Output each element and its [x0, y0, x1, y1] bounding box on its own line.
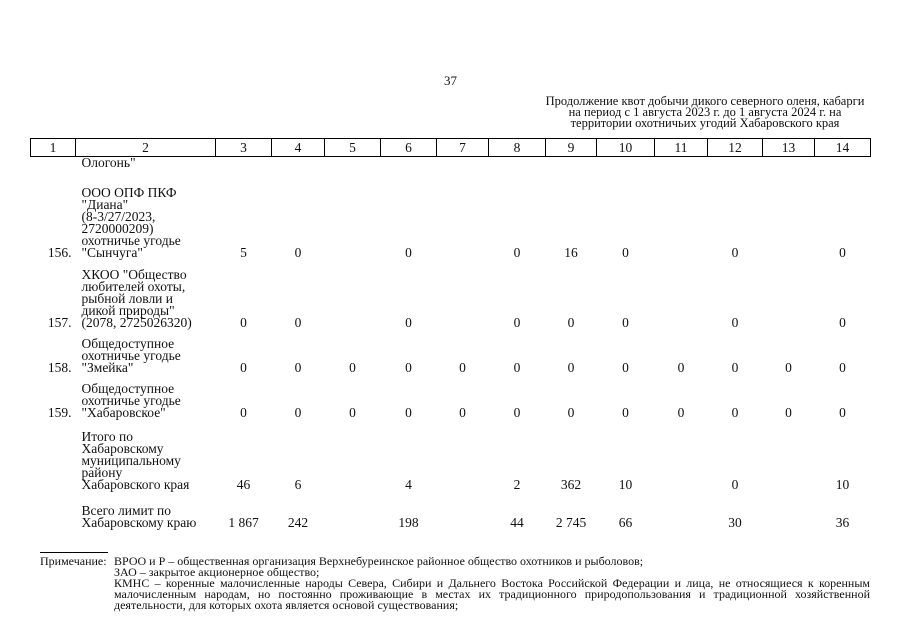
row-name-line: охотничье угодье: [81, 393, 181, 408]
row-name-line: Общедоступное: [81, 336, 175, 351]
cell-value: 0: [785, 405, 792, 420]
row-name-line: "Сынчуга": [81, 245, 143, 260]
cell-value: [655, 491, 708, 529]
cell-value: 44: [510, 515, 524, 530]
cell-value: 0: [405, 315, 412, 330]
cell-value: 0: [622, 245, 629, 260]
cell-value: [655, 157, 708, 178]
cell-value: 0: [459, 405, 466, 420]
cell-value: [546, 157, 597, 178]
cell-value: [655, 259, 708, 329]
cell-value: 0: [459, 360, 466, 375]
quota-table: [30, 138, 871, 529]
cell-value: 0: [349, 360, 356, 375]
cell-value: 0: [240, 315, 247, 330]
cell-value: 16: [564, 245, 578, 260]
column-header: 2: [76, 139, 216, 157]
row-name-line: ООО ОПФ ПКФ: [81, 185, 177, 200]
table-row: [31, 177, 871, 259]
cell-value: 0: [731, 315, 739, 330]
row-name-line: ХКОО "Общество: [81, 267, 187, 282]
cell-value: 0: [731, 360, 739, 375]
cell-value: 1 867: [228, 515, 259, 530]
header-row: [31, 139, 871, 157]
table-row: [31, 491, 871, 529]
row-number: 158.: [47, 360, 72, 375]
table-row: [31, 157, 871, 178]
cell-value: [489, 157, 546, 178]
cell-value: 0: [240, 360, 247, 375]
cell-value: 0: [567, 360, 575, 375]
row-name-line: любителей охоты,: [81, 279, 186, 294]
row-name: [76, 259, 216, 329]
row-name-line: охотничье угодье: [81, 233, 181, 248]
row-number: 159.: [47, 405, 72, 420]
row-name-line: (8-3/27/2023,: [81, 209, 156, 224]
row-name-line: "Хабаровское": [81, 405, 166, 420]
cell-value: 0: [405, 405, 412, 420]
cell-value: 198: [398, 515, 419, 530]
table-row: [31, 329, 871, 374]
cell-value: 0: [731, 477, 739, 492]
cell-value: 0: [513, 405, 521, 420]
row-name-line: Хабаровскому краю: [81, 515, 197, 530]
cell-value: 66: [618, 515, 633, 530]
cell-value: 0: [349, 405, 356, 420]
row-name: [76, 177, 216, 259]
column-header: 8: [489, 139, 546, 157]
cell-value: [597, 157, 655, 178]
cell-value: 0: [513, 360, 521, 375]
row-number: [31, 157, 76, 178]
row-name: [76, 491, 216, 529]
caption-line: территории охотничьих угодий Хабаровского края: [570, 116, 840, 130]
cell-value: 362: [560, 477, 582, 492]
column-header: 13: [763, 139, 815, 157]
cell-value: [437, 157, 489, 178]
cell-value: 10: [835, 477, 850, 492]
cell-value: 0: [731, 405, 739, 420]
cell-value: [655, 419, 708, 491]
cell-value: 0: [839, 245, 846, 260]
cell-value: [763, 491, 815, 529]
cell-value: 10: [618, 477, 633, 492]
table-row: [31, 419, 871, 491]
row-number: 156.: [47, 245, 72, 260]
row-number: 157.: [47, 315, 72, 330]
cell-value: 0: [405, 360, 412, 375]
note-line: ВРОО и Р – общественная организация Верхнебуреинское районное общество охотников и рыболовов;: [114, 554, 644, 568]
column-header: 3: [216, 139, 272, 157]
cell-value: 242: [287, 515, 309, 530]
table-row: [31, 374, 871, 419]
cell-value: [437, 259, 489, 329]
cell-value: 6: [294, 477, 302, 492]
cell-value: 0: [677, 405, 685, 420]
notes-divider: [40, 552, 108, 553]
cell-value: 0: [513, 315, 521, 330]
row-name-line: (2078, 2725026320): [81, 315, 192, 330]
row-name: [76, 419, 216, 491]
cell-value: 0: [294, 360, 302, 375]
column-header: 4: [272, 139, 325, 157]
cell-value: 0: [567, 315, 575, 330]
row-name-line: дикой природы": [81, 303, 175, 318]
cell-value: [272, 157, 325, 178]
row-name: [76, 329, 216, 374]
cell-value: [763, 177, 815, 259]
row-name-line: охотничье угодье: [81, 348, 181, 363]
cell-value: [763, 157, 815, 178]
row-name: [76, 157, 216, 178]
row-name-line: Итого по: [81, 429, 134, 444]
cell-value: 0: [567, 405, 575, 420]
notes-label: Примечание:: [40, 554, 107, 568]
cell-value: 0: [294, 315, 302, 330]
row-name-line: Общедоступное: [81, 381, 175, 396]
cell-value: [437, 419, 489, 491]
column-header: 7: [437, 139, 489, 157]
cell-value: [325, 491, 381, 529]
cell-value: 0: [622, 405, 629, 420]
column-header: 14: [815, 139, 871, 157]
cell-value: [325, 177, 381, 259]
cell-value: [437, 177, 489, 259]
row-name-line: "Диана": [81, 197, 129, 212]
caption-line: Продолжение квот добычи дикого северного оленя, кабарги: [545, 94, 865, 108]
cell-value: 0: [839, 405, 846, 420]
cell-value: 4: [405, 477, 412, 492]
cell-value: 0: [677, 360, 685, 375]
note-line: КМНС – коренные малочисленные народы Севера, Сибири и Дальнего Востока Российской Федерации и лица, не относящиеся к коренным малочисленным народам, но постоянно проживающие в местах их традиционного природопользования и традиционной хозяйственной деятельности, для которых охота является основой существования;: [114, 576, 870, 612]
cell-value: [325, 157, 381, 178]
row-name-line: Ологонь": [81, 155, 136, 170]
cell-value: [763, 419, 815, 491]
cell-value: [655, 177, 708, 259]
notes: [40, 556, 870, 611]
row-name-line: муниципальному: [81, 453, 181, 468]
cell-value: 0: [785, 360, 792, 375]
caption-line: на период с 1 августа 2023 г. до 1 августа 2024 г. на: [568, 105, 842, 119]
cell-value: 0: [839, 315, 846, 330]
row-name-line: рыбной ловли и: [81, 291, 174, 306]
row-name-line: району: [81, 465, 123, 480]
note-line: ЗАО – закрытое акционерное общество;: [114, 565, 320, 579]
cell-value: 46: [236, 477, 251, 492]
cell-value: [381, 157, 437, 178]
column-header: 1: [31, 139, 76, 157]
cell-value: 30: [728, 515, 742, 530]
column-header: 10: [597, 139, 655, 157]
cell-value: 36: [835, 515, 850, 530]
table-row: [31, 259, 871, 329]
column-header: 12: [708, 139, 763, 157]
cell-value: [325, 259, 381, 329]
cell-value: 0: [731, 245, 739, 260]
column-header: 9: [546, 139, 597, 157]
cell-value: 0: [513, 245, 521, 260]
cell-value: 2: [513, 477, 521, 492]
page-number: 37: [444, 73, 457, 88]
table-caption: [520, 96, 890, 129]
cell-value: 0: [240, 405, 247, 420]
column-header: 5: [325, 139, 381, 157]
cell-value: [763, 259, 815, 329]
cell-value: 0: [405, 245, 412, 260]
notes-body: [114, 556, 870, 611]
cell-value: [216, 157, 272, 178]
cell-value: [325, 419, 381, 491]
row-name: [76, 374, 216, 419]
row-number: [31, 491, 76, 529]
row-name-line: "Змейка": [81, 360, 134, 375]
column-header: 11: [655, 139, 708, 157]
cell-value: 0: [622, 315, 629, 330]
cell-value: 0: [294, 405, 302, 420]
row-number: [31, 419, 76, 491]
cell-value: 2 745: [555, 515, 587, 530]
row-name-line: Хабаровскому: [81, 441, 164, 456]
cell-value: [815, 157, 871, 178]
cell-value: [437, 491, 489, 529]
cell-value: 0: [622, 360, 629, 375]
cell-value: 5: [240, 245, 247, 260]
cell-value: 0: [294, 245, 302, 260]
column-header: 6: [381, 139, 437, 157]
row-name-line: Всего лимит по: [81, 503, 171, 518]
cell-value: 0: [839, 360, 846, 375]
row-name-line: Хабаровского края: [81, 477, 190, 492]
cell-value: [708, 157, 763, 178]
row-name-line: 2720000209): [81, 221, 154, 236]
